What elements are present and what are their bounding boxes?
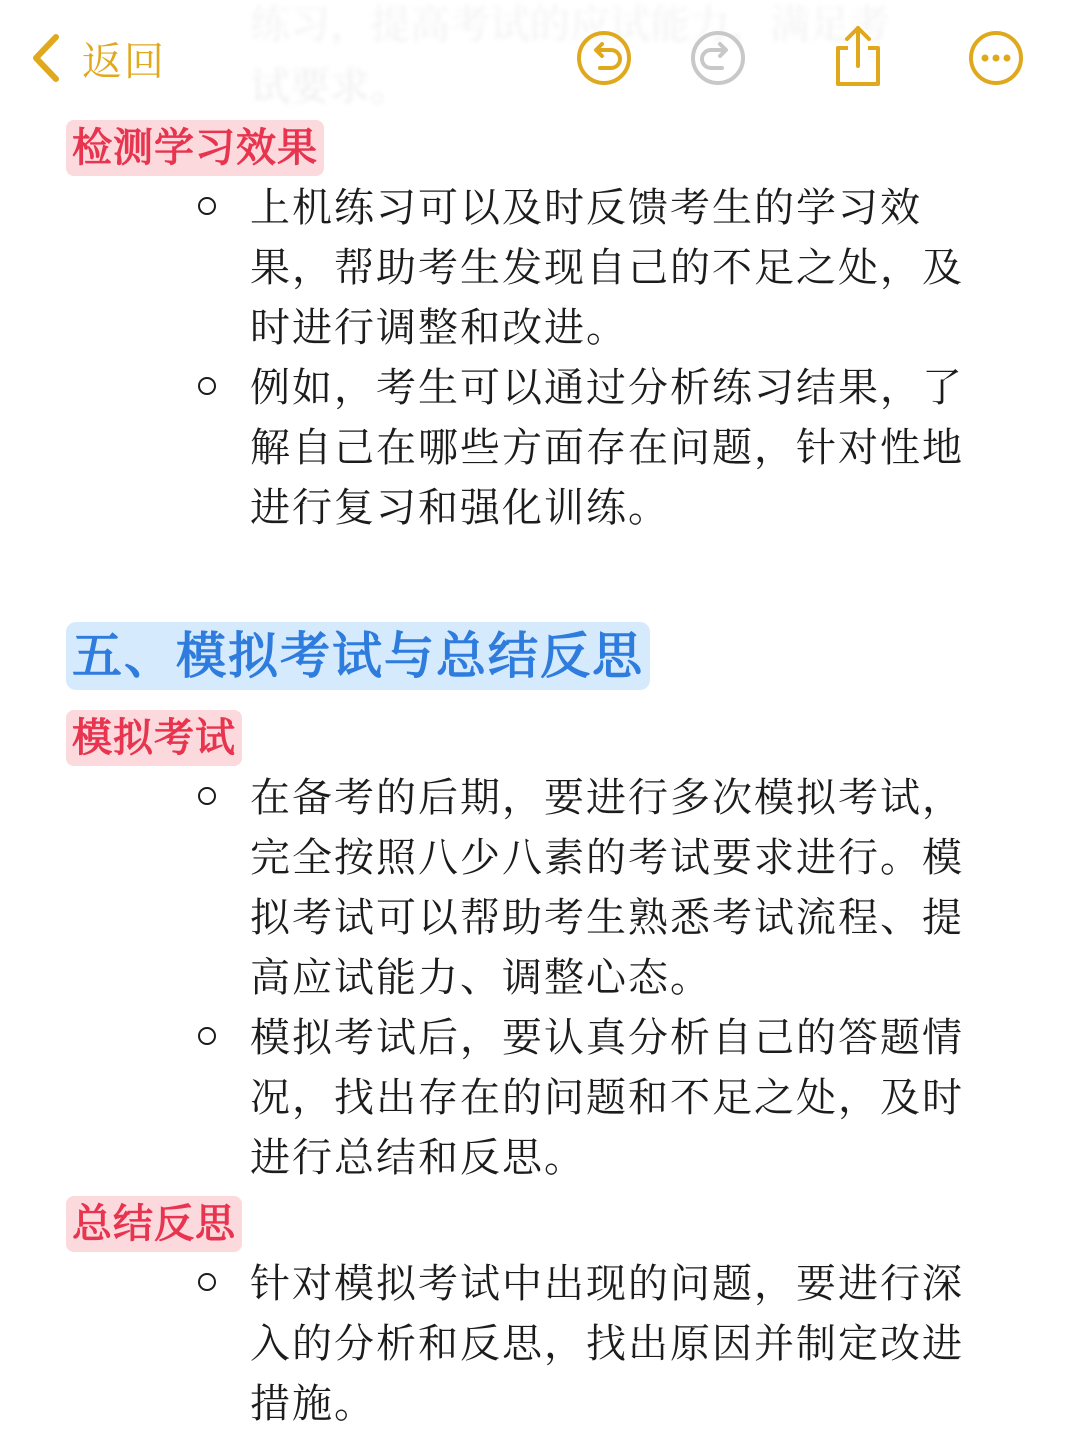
summary-reflection-list	[190, 1254, 980, 1434]
more-icon[interactable]	[966, 28, 1026, 88]
list-item	[190, 358, 980, 538]
redo-icon[interactable]	[688, 28, 748, 88]
list-item	[190, 178, 980, 358]
list-item-text: 上机练习可以及时反馈考生的学习效果，帮助考生发现自己的不足之处，及时进行调整和改进。	[250, 185, 964, 351]
hollow-bullet-icon	[198, 1273, 216, 1291]
tag-check-learning: 检测学习效果	[66, 120, 324, 176]
hollow-bullet-icon	[198, 377, 216, 395]
mock-exam-list	[190, 768, 980, 1188]
back-button[interactable]	[30, 30, 166, 86]
undo-icon[interactable]	[574, 28, 634, 88]
hollow-bullet-icon	[198, 1027, 216, 1045]
tag-mock-exam: 模拟考试	[66, 710, 242, 766]
hollow-bullet-icon	[198, 787, 216, 805]
hollow-bullet-icon	[198, 197, 216, 215]
share-icon[interactable]	[828, 24, 888, 88]
check-learning-list	[190, 178, 980, 538]
list-item	[190, 1254, 980, 1434]
list-item	[190, 768, 980, 1008]
list-item-text: 模拟考试后，要认真分析自己的答题情况，找出存在的问题和不足之处，及时进行总结和反思。	[250, 1015, 964, 1181]
list-item	[190, 1008, 980, 1188]
section-heading: 五、模拟考试与总结反思	[66, 622, 650, 690]
list-item-text: 在备考的后期，要进行多次模拟考试，完全按照八少八素的考试要求进行。模拟考试可以帮助考生熟悉考试流程、提高应试能力、调整心态。	[250, 775, 964, 1001]
tag-summary-reflection: 总结反思	[66, 1196, 242, 1252]
back-button-label: 返回	[82, 38, 166, 85]
chevron-left-icon	[30, 33, 60, 83]
list-item-text: 例如，考生可以通过分析练习结果，了解自己在哪些方面存在问题，针对性地进行复习和强化训练。	[250, 365, 964, 531]
list-item-text: 针对模拟考试中出现的问题，要进行深入的分析和反思，找出原因并制定改进措施。	[250, 1261, 964, 1427]
top-toolbar	[0, 0, 1080, 118]
